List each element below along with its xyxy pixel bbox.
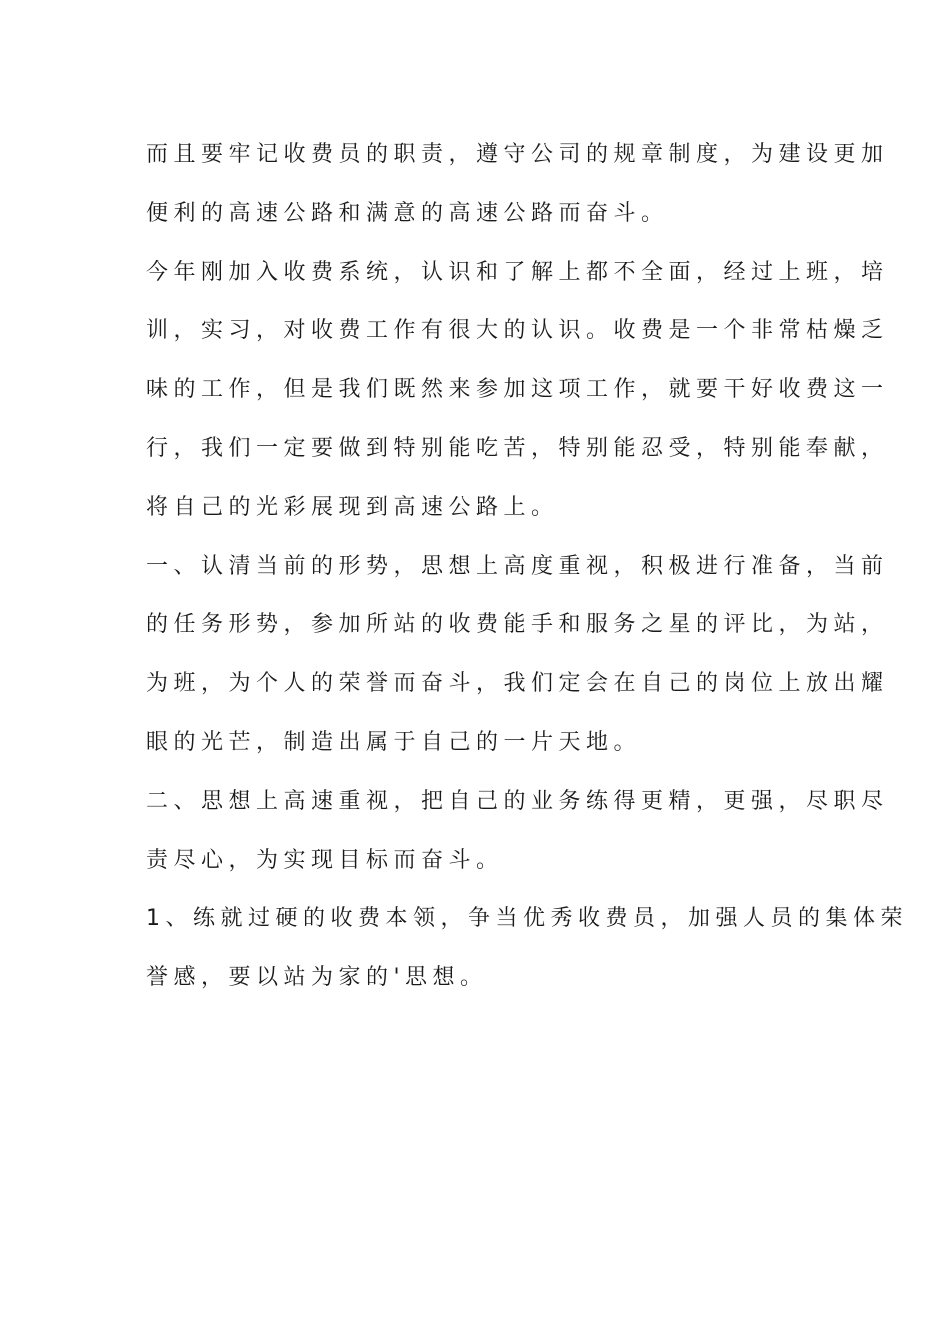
- text-line: 1、练就过硬的收费本领，争当优秀收费员，加强人员的集体荣: [146, 906, 908, 932]
- text-line: 今年刚加入收费系统，认识和了解上都不全面，经过上班，培: [146, 259, 889, 285]
- text-line: 便利的高速公路和满意的高速公路而奋斗。: [146, 200, 669, 226]
- text-line: 一、认清当前的形势，思想上高度重视，积极进行准备，当前: [146, 553, 889, 579]
- text-line: 眼的光芒，制造出属于自己的一片天地。: [146, 729, 642, 755]
- document-body: [146, 126, 908, 1008]
- text-line: 的任务形势，参加所站的收费能手和服务之星的评比，为站，: [146, 612, 889, 638]
- text-line: 训，实习，对收费工作有很大的认识。收费是一个非常枯燥乏: [146, 318, 889, 344]
- text-line: 味的工作，但是我们既然来参加这项工作，就要干好收费这一: [146, 377, 889, 403]
- text-line: 二、思想上高速重视，把自己的业务练得更精，更强，尽职尽: [146, 788, 889, 814]
- text-line: 誉感，要以站为家的'思想。: [146, 965, 488, 991]
- text-line: 行，我们一定要做到特别能吃苦，特别能忍受，特别能奉献，: [146, 435, 889, 461]
- text-line: 而且要牢记收费员的职责，遵守公司的规章制度，为建设更加: [146, 142, 889, 167]
- text-line: 责尽心，为实现目标而奋斗。: [146, 847, 504, 873]
- text-line: 将自己的光彩展现到高速公路上。: [146, 494, 559, 520]
- text-line: 为班，为个人的荣誉而奋斗，我们定会在自己的岗位上放出耀: [146, 671, 889, 697]
